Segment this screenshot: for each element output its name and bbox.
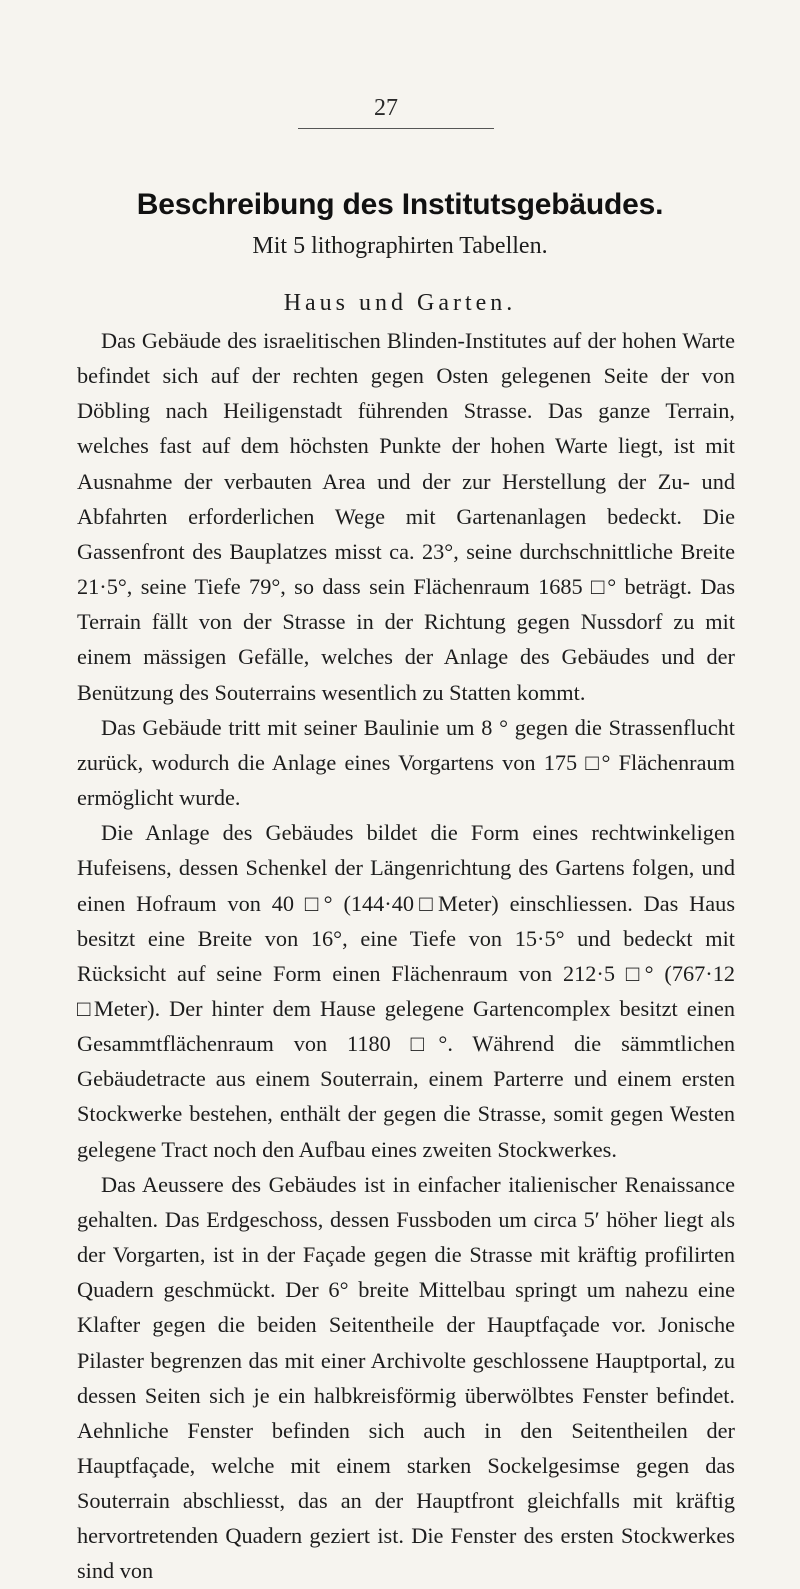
paragraph: Das Gebäude tritt mit seiner Baulinie um 8 ° gegen die Strassenflucht zurück, wodurch die Anlage eines Vorgartens von 175 □° Flächenraum ermöglicht wurde.: [77, 714, 735, 811]
section-heading: Haus und Garten.: [283, 290, 517, 316]
paragraph: Das Gebäude des israelitischen Blinden-Institutes auf der hohen Warte befindet sich auf der rechten gegen Osten gelegenen Seite der von Döbling nach Heiligenstadt führenden Strasse. Das ganze Terrain, welches fast auf dem höchsten Punkte der hohen Warte liegt, ist mit Ausnahme der verbauten Area und der zur Herstellung der Zu- und Abfahrten erforderlichen Wege mit Gartenanlagen bedeckt. Die Gassenfront des Bauplatzes misst ca. 23°, seine durchschnittliche Breite 21·5°, seine Tiefe 79°, so dass sein Flächenraum 1685 □° beträgt. Das Terrain fällt von der Strasse in der Richtung gegen Nussdorf zu mit einem mässigen Gefälle, welches der Anlage des Gebäudes und der Benützung des Souterrains wesentlich zu Statten kommt.: [77, 328, 735, 705]
page-title: Beschreibung des Institutsgebäudes.: [136, 188, 664, 221]
paragraph: Das Aeussere des Gebäudes ist in einfacher italienischer Renaissance gehalten. Das Erdgeschoss, dessen Fussboden um circa 5′ höher liegt als der Vorgarten, ist in der Façade gegen die Strasse mit kräftig profilirten Quadern geschmückt. Der 6° breite Mittelbau springt um nahezu eine Klafter gegen die beiden Seitentheile der Hauptfaçade vor. Jonische Pilaster begrenzen das mit einer Archivolte geschlossene Hauptportal, zu dessen Seiten sich je ein halbkreisförmig überwölbtes Fenster befindet. Aehnliche Fenster befinden sich auch in den Seitentheilen der Hauptfaçade, welche mit einem starken Sockelgesimse gegen das Souterrain abschliesst, das an der Hauptfront gleichfalls mit kräftig hervortretenden Quadern geziert ist. Die Fenster des ersten Stockwerkes sind von: [77, 1171, 735, 1584]
page-number: 27: [374, 95, 398, 121]
body-text: [77, 323, 735, 1589]
paragraph: Die Anlage des Gebäudes bildet die Form eines rechtwinkeligen Hufeisens, dessen Schenkel der Längenrichtung des Gartens folgen, und einen Hofraum von 40 □° (144·40□Meter) einschliessen. Das Haus besitzt eine Breite von 16°, eine Tiefe von 15·5° und bedeckt mit Rücksicht auf seine Form einen Flächenraum von 212·5 □° (767·12 □Meter). Der hinter dem Hause gelegene Gartencomplex besitzt einen Gesammtflächenraum von 1180 □°. Während die sämmtlichen Gebäudetracte aus einem Souterrain, einem Parterre und einem ersten Stockwerke bestehen, enthält der gegen die Strasse, somit gegen Westen gelegene Tract noch den Aufbau eines zweiten Stockwerkes.: [77, 820, 735, 1162]
page-subtitle: Mit 5 lithographirten Tabellen.: [252, 233, 548, 259]
page-number-rule: [298, 128, 494, 129]
